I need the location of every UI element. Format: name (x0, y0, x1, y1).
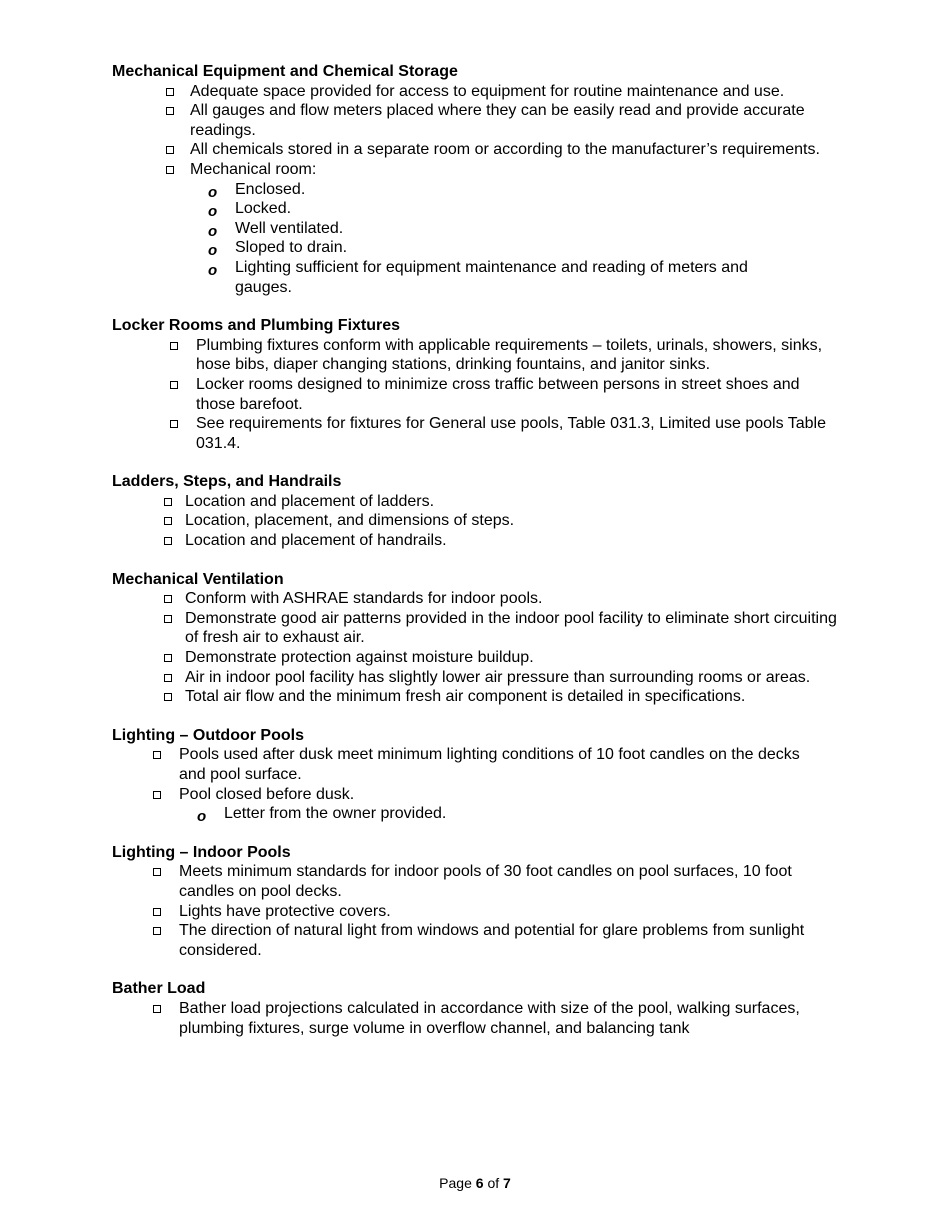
checkbox-icon (153, 791, 161, 799)
checkbox-icon (164, 654, 172, 662)
checkbox-icon (166, 107, 174, 115)
checklist-item: Pools used after dusk meet minimum lighting conditions of 10 foot candles on the decks and pool surface. (112, 745, 842, 784)
checklist-item: Demonstrate protection against moisture buildup. (112, 648, 842, 668)
section-ladders-steps-handrails (112, 472, 842, 550)
sub-list-item: o Locked. (208, 200, 292, 221)
section-mechanical-equipment (112, 62, 842, 297)
checkbox-icon (164, 595, 172, 603)
checklist-item: Total air flow and the minimum fresh air component is detailed in specifications. (112, 687, 842, 707)
section-lighting-indoor (112, 843, 842, 961)
section-mechanical-ventilation (112, 570, 842, 707)
checkbox-icon (170, 342, 178, 350)
section-lighting-outdoor (112, 726, 842, 824)
current-page-number: 6 (475, 1175, 484, 1191)
bullet-o-icon: o (208, 261, 218, 279)
checklist-item: Location and placement of handrails. (112, 531, 842, 551)
checkbox-icon (164, 498, 172, 506)
checklist-item: Plumbing fixtures conform with applicable requirements – toilets, urinals, showers, sinks, hose bibs, diaper changing stations, drinking fountains, and janitor sinks. (112, 336, 842, 375)
checkbox-icon (153, 908, 161, 916)
checkbox-icon (166, 146, 174, 154)
checklist-item: All gauges and flow meters placed where they can be easily read and provide accurate readings. (112, 101, 842, 140)
checkbox-icon (164, 693, 172, 701)
checklist-item: See requirements for fixtures for General use pools, Table 031.3, Limited use pools Table 031.4. (112, 414, 842, 453)
bullet-o-icon: o (197, 808, 207, 826)
page-footer: Page 6 of 7 (439, 1175, 511, 1191)
checklist-item: Pool closed before dusk. (112, 785, 842, 805)
section-heading: Locker Rooms and Plumbing Fixtures (112, 317, 401, 335)
checkbox-icon (164, 615, 172, 623)
checklist-item: Mechanical room: (112, 160, 842, 180)
checklist-item: All chemicals stored in a separate room or according to the manufacturer’s requirements. (112, 140, 842, 160)
checklist-item: Lights have protective covers. (112, 902, 842, 922)
sub-list-item: o Lighting sufficient for equipment maintenance and reading of meters and gauges. (208, 258, 748, 296)
bullet-o-icon: o (208, 183, 218, 201)
sub-list-item: o Enclosed. (208, 180, 306, 201)
checkbox-icon (153, 1005, 161, 1013)
sub-list-item: o Well ventilated. (208, 219, 344, 240)
section-heading: Bather Load (112, 980, 206, 998)
checklist-item: Location, placement, and dimensions of steps. (112, 511, 842, 531)
section-heading: Lighting – Indoor Pools (112, 843, 291, 861)
checklist-item: Bather load projections calculated in accordance with size of the pool, walking surfaces, plumbing fixtures, surge volume in overflow channel, and balancing tank (112, 999, 842, 1038)
bullet-o-icon: o (208, 222, 218, 240)
sub-list-item: o Sloped to drain. (208, 239, 348, 260)
checkbox-icon (153, 868, 161, 876)
sub-list-item: o Letter from the owner provided. (197, 805, 447, 826)
checkbox-icon (164, 537, 172, 545)
section-bather-load (112, 979, 842, 1038)
checklist-item: Location and placement of ladders. (112, 492, 842, 512)
total-page-count: 7 (503, 1175, 511, 1191)
checkbox-icon (170, 381, 178, 389)
checklist-item: Meets minimum standards for indoor pools of 30 foot candles on pool surfaces, 10 foot candles on pool decks. (112, 862, 842, 901)
checkbox-icon (166, 166, 174, 174)
bullet-o-icon: o (208, 242, 218, 260)
checklist-item: Locker rooms designed to minimize cross traffic between persons in street shoes and those barefoot. (112, 375, 842, 414)
document-body (112, 62, 842, 1057)
section-heading: Mechanical Ventilation (112, 570, 284, 588)
checklist-item: Demonstrate good air patterns provided in the indoor pool facility to eliminate short circuiting of fresh air to exhaust air. (112, 609, 842, 648)
checkbox-icon (170, 420, 178, 428)
checkbox-icon (166, 88, 174, 96)
checkbox-icon (153, 751, 161, 759)
checkbox-icon (153, 927, 161, 935)
section-locker-rooms (112, 316, 842, 453)
bullet-o-icon: o (208, 203, 218, 221)
checkbox-icon (164, 674, 172, 682)
checklist-item: Conform with ASHRAE standards for indoor pools. (112, 589, 842, 609)
section-heading: Ladders, Steps, and Handrails (112, 473, 342, 491)
checkbox-icon (164, 517, 172, 525)
checklist-item: The direction of natural light from windows and potential for glare problems from sunlight considered. (112, 921, 842, 960)
section-heading: Mechanical Equipment and Chemical Storage (112, 63, 458, 80)
checklist-item: Adequate space provided for access to equipment for routine maintenance and use. (112, 82, 842, 102)
section-heading: Lighting – Outdoor Pools (112, 726, 304, 744)
checklist-item: Air in indoor pool facility has slightly lower air pressure than surrounding rooms or areas. (112, 668, 842, 688)
